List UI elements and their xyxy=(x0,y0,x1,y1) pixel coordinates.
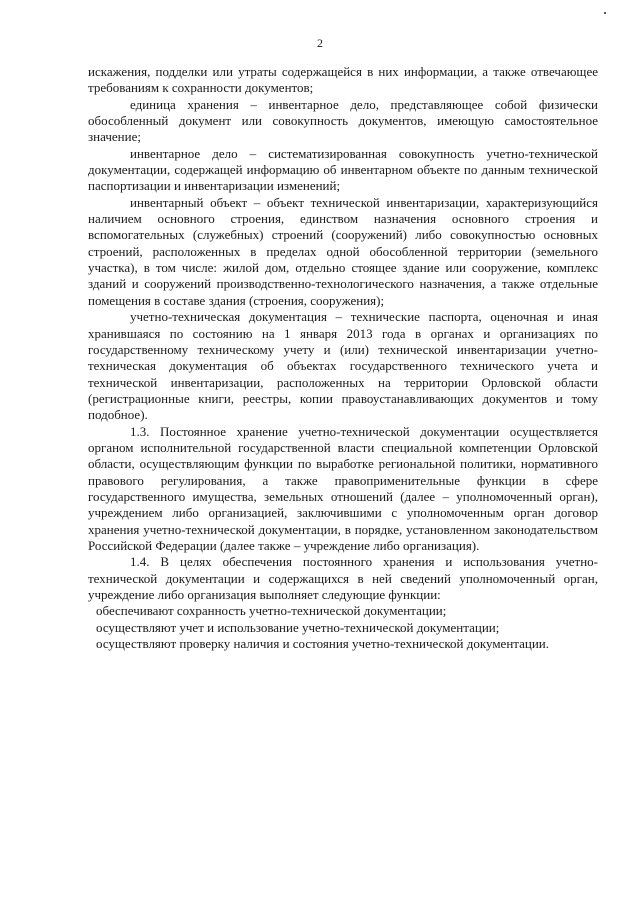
paragraph-1-4: 1.4. В целях обеспечения постоянного хранения и использования учетно-технической документации и содержащихся в ней сведений уполномоченный орган, учреждение либо организация выполняет следующие функции: xyxy=(88,554,598,602)
paragraph-1-3: 1.3. Постоянное хранение учетно-технической документации осуществляется органом исполнительной государственной власти специальной компетенции Орловской области, осуществляющим функции по выработке региональной политики, нормативного правового регулирования, а также правоприменительные функции в сфере государственного имущества, земельных отношений (далее – уполномоченный орган), учреждением либо организацией, заключившими с уполномоченным орган договор хранения учетно-технической документации, в порядке, установленном законодательством Российской Федерации (далее также – учреждение либо организация). xyxy=(88,423,598,553)
function-item: осуществляют учет и использование учетно-технической документации; xyxy=(96,619,500,635)
paragraph-definition-storage-unit: единица хранения – инвентарное дело, представляющее собой физически обособленный документ или совокупность документов, имеющую самостоятельное значение; xyxy=(88,96,598,145)
page-number: 2 xyxy=(317,36,323,50)
paragraph-definition-inventory-object: инвентарный объект – объект технической инвентаризации, характеризующийся наличием основного строения, единством назначения основного строения и вспомогательных (служебных) строений (сооружений) либо совокупностью основных строений, расположенных в пределах одной обособленной территории (земельного участка), в том числе: жилой дом, отдельно стоящее здание или сооружение, комплекс зданий и сооружений производственно-технологического назначения, а также отдельные помещения в составе здания (строения, сооружения); xyxy=(88,194,598,308)
scan-speck xyxy=(604,12,606,14)
paragraph-definition-inventory-file: инвентарное дело – систематизированная совокупность учетно-технической документации, содержащей информацию об инвентарном объекте по данным технической паспортизации и инвентаризации изменений; xyxy=(88,145,598,194)
paragraph-definition-documentation: учетно-техническая документация – технические паспорта, оценочная и иная хранившаяся по состоянию на 1 января 2013 года в органах и организациях по государственному техническому учету и (или) технической инвентаризации учетно-техническая документация об объектах государственного технического учета и технической инвентаризации, расположенных на территории Орловской области (регистрационные книги, реестры, копии правоустанавливающих документов и тому подобное). xyxy=(88,309,598,423)
paragraph-continuation: искажения, подделки или утраты содержащейся в них информации, а также отвечающее требованиям к сохранности документов; xyxy=(88,64,598,96)
document-body xyxy=(88,64,598,652)
function-item: осуществляют проверку наличия и состояния учетно-технической документации. xyxy=(96,636,550,652)
function-item: обеспечивают сохранность учетно-технической документации; xyxy=(96,603,447,619)
